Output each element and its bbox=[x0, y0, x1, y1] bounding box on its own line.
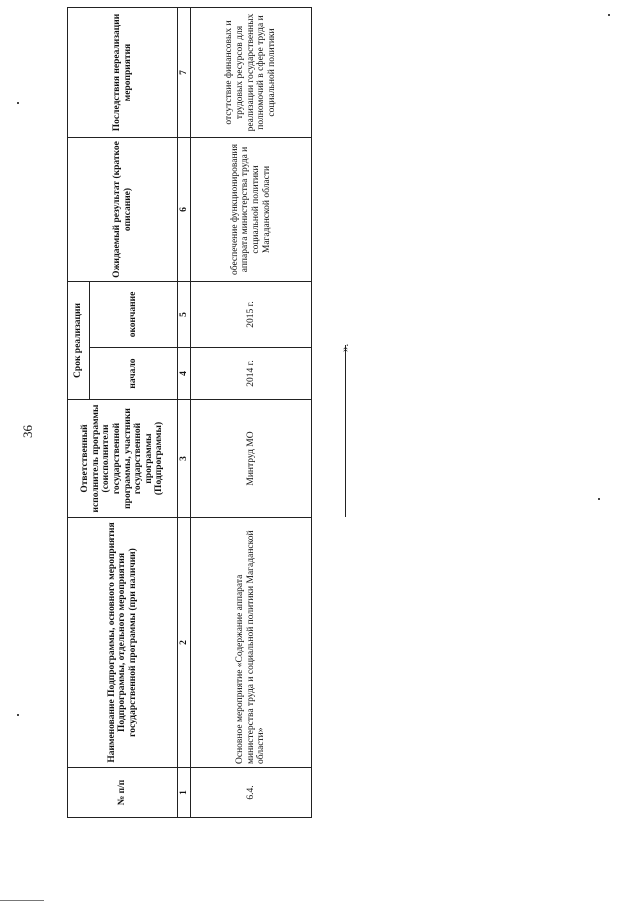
column-number: 2 bbox=[178, 518, 191, 768]
row-end: 2015 г. bbox=[191, 282, 312, 348]
column-number: 7 bbox=[178, 8, 191, 138]
rotated-table-container bbox=[67, 8, 312, 818]
header-executor: Ответственный исполнитель программы (соисполнители государственной программы, участники государственной программы (Подпрограммы) bbox=[68, 400, 178, 518]
closing-quote: ». bbox=[339, 343, 351, 352]
scan-speck bbox=[608, 14, 610, 16]
row-measure-name: Основное мероприятие «Содержание аппарата министерства труда и социальной политики Магаданской области» bbox=[191, 518, 312, 768]
header-start: начало bbox=[90, 348, 178, 400]
header-end: окончание bbox=[90, 282, 178, 348]
column-number: 6 bbox=[178, 138, 191, 282]
signature-line bbox=[345, 345, 346, 517]
table-row bbox=[191, 8, 312, 818]
scan-edge bbox=[0, 900, 44, 901]
page-number: 36 bbox=[20, 425, 35, 438]
header-period: Срок реализации bbox=[68, 282, 90, 400]
column-number: 1 bbox=[178, 768, 191, 818]
scan-speck bbox=[17, 102, 19, 104]
header-num: № п/п bbox=[68, 768, 178, 818]
row-result: обеспечение функционирования аппарата министерства труда и социальной политики Магаданской области bbox=[191, 138, 312, 282]
row-start: 2014 г. bbox=[191, 348, 312, 400]
column-number: 4 bbox=[178, 348, 191, 400]
header-name: Наименование Подпрограммы, основного мероприятия Подпрограммы, отдельного мероприятия государственной программы (при наличии) bbox=[68, 518, 178, 768]
column-number: 3 bbox=[178, 400, 191, 518]
header-consequence: Последствия нереализации мероприятия bbox=[68, 8, 178, 138]
column-number: 5 bbox=[178, 282, 191, 348]
scan-speck bbox=[17, 714, 19, 716]
measures-table bbox=[67, 7, 312, 818]
row-executor: Минтруд МО bbox=[191, 400, 312, 518]
header-result: Ожидаемый результат (краткое описание) bbox=[68, 138, 178, 282]
scan-speck bbox=[598, 498, 600, 500]
row-number: 6.4. bbox=[191, 768, 312, 818]
row-consequence: отсутствие финансовых и трудовых ресурсов для реализации государственных полномочий в сфере труда и социальной политики bbox=[191, 8, 312, 138]
